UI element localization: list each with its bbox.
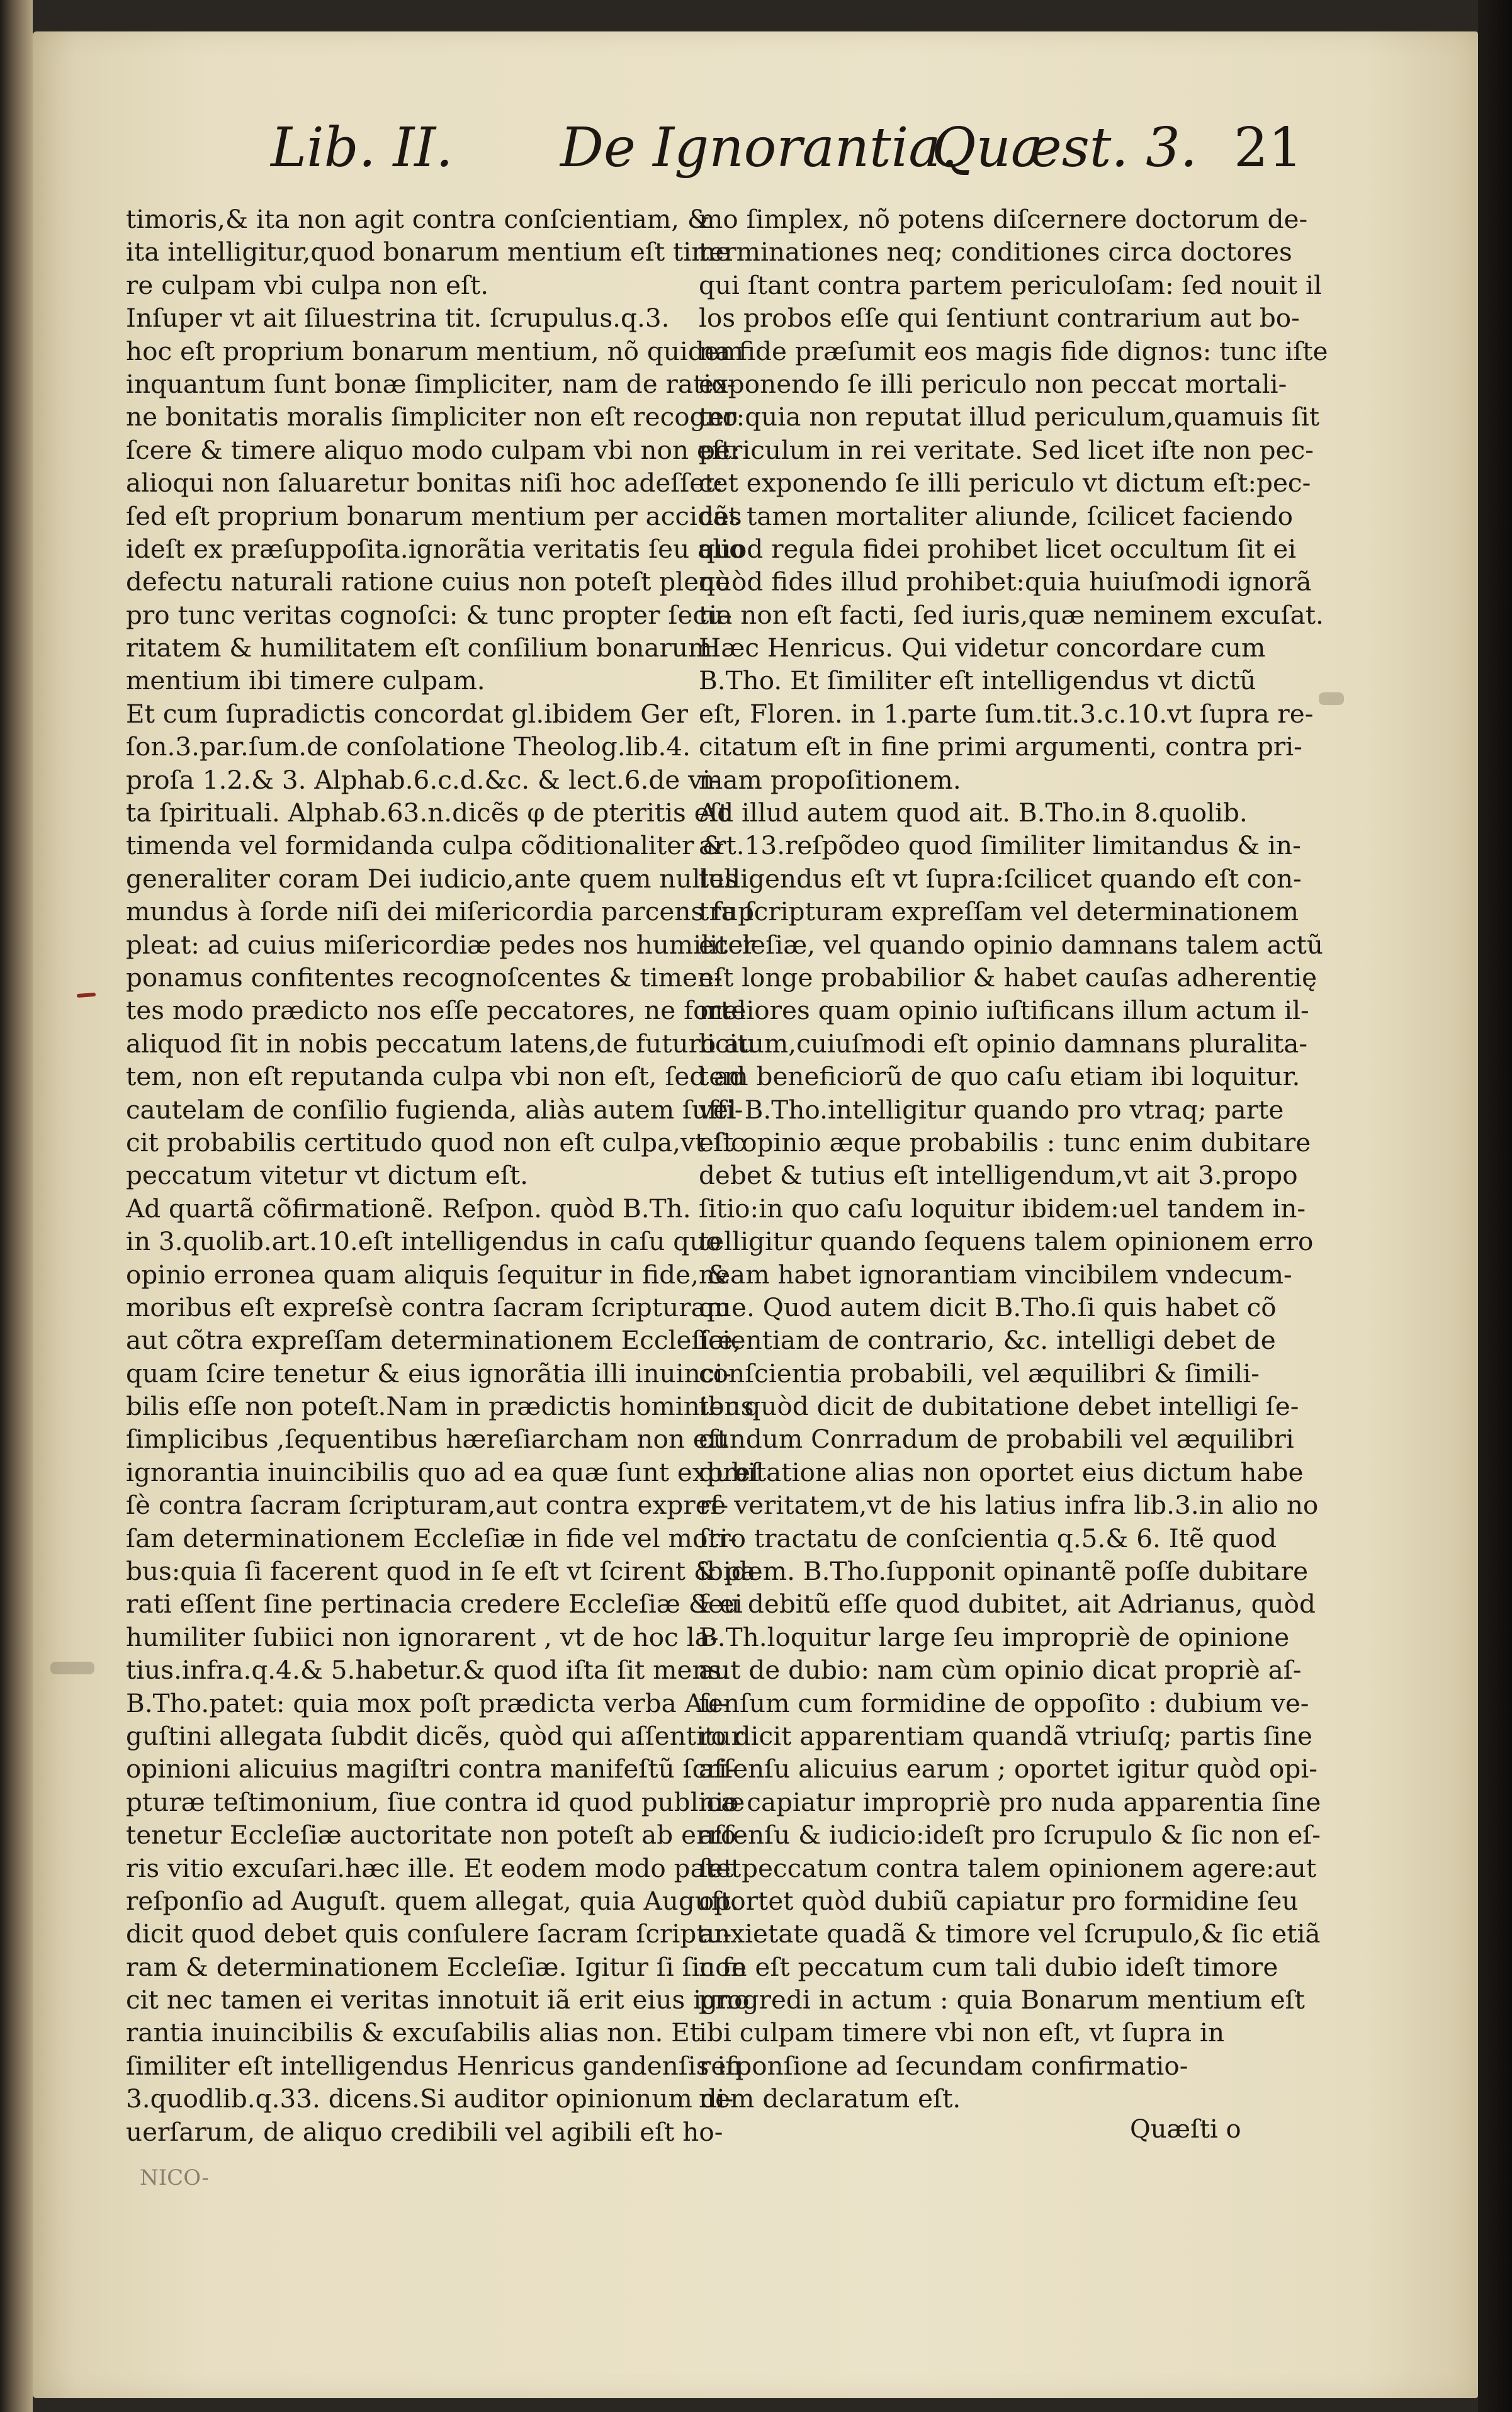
text-line: timoris,& ita non agit contra conſcientiam, & xyxy=(126,204,710,234)
running-head-title: De Ignorantia. xyxy=(560,116,958,179)
text-line: 3.quodlib.q.33. dicens.Si auditor opinionum di- xyxy=(126,2083,734,2114)
text-line: eſt longe probabilior & habet cauſas adherentię xyxy=(699,962,1317,993)
text-line: ſcientiam de contrario, &c. intelligi debet de xyxy=(699,1325,1276,1356)
text-line: Ad quartã cõfirmationẽ. Reſpon. quòd B.Th. xyxy=(126,1193,691,1224)
text-line: ſeu debitũ eſſe quod dubitet, ait Adrianus, quòd xyxy=(699,1589,1316,1620)
text-line: B.Th.loquitur large ſeu impropriè de opinione xyxy=(699,1621,1290,1652)
text-line: telligitur quando ſequens talem opinionem erro xyxy=(699,1226,1314,1257)
text-line: cat tamen mortaliter aliunde, ſcilicet faciendo xyxy=(699,500,1293,531)
text-line: na fide præſumit eos magis fide dignos: tunc iſte xyxy=(699,335,1328,366)
text-line: ſitio:in quo caſu loquitur ibidem:uel tandem in- xyxy=(699,1193,1306,1224)
text-line: aſſenſu & iudicio:ideſt pro ſcrupulo & ſic non eſ- xyxy=(699,1820,1321,1851)
text-line: eſt opinio æque probabilis : tunc enim dubitare xyxy=(699,1127,1311,1158)
text-line: ſtro tractatu de conſcientia q.5.& 6. Itẽ quod xyxy=(699,1523,1277,1553)
text-line: ro dicit apparentiam quandã vtriuſq; partis ſine xyxy=(699,1720,1312,1751)
text-line: anxietate quadã & timore vel ſcrupulo,& ſic etiã xyxy=(699,1919,1321,1949)
text-line: cet exponendo ſe illi periculo vt dictum eſt:pec- xyxy=(699,468,1311,499)
text-line: peccatum vitetur vt dictum eſt. xyxy=(126,1160,529,1191)
text-line: vel B.Tho.intelligitur quando pro vtraq; parte xyxy=(699,1094,1284,1125)
text-line: tem, non eſt reputanda culpa vbi non eſt, ſed ad xyxy=(126,1061,746,1092)
text-line: aſſenſu alicuius earum ; oportet igitur quòd opi- xyxy=(699,1754,1317,1784)
text-line: bilis eſſe non poteſt.Nam in prædictis hominibus xyxy=(126,1391,754,1422)
text-line: B.Tho.patet: quia mox poſt prædicta verba Au- xyxy=(126,1688,728,1718)
text-line: nio capiatur impropriè pro nuda apparentia ſine xyxy=(699,1786,1321,1817)
text-line: timenda vel formidanda culpa cõditionaliter & xyxy=(126,830,725,861)
text-line: mundus à ſorde niſi dei miſericordia parcens ſup xyxy=(126,896,755,927)
text-line: neam habet ignorantiam vincibilem vndecum- xyxy=(699,1259,1292,1290)
text-line: proſa 1.2.& 3. Alphab.6.c.d.&c. & lect.6.de vi- xyxy=(126,764,719,795)
text-line: cit nec tamen ei veritas innotuit iã erit eius igno xyxy=(126,1985,750,2015)
right-text-column xyxy=(699,203,1328,2116)
text-line: ter quòd dicit de dubitatione debet intelligi ſe- xyxy=(699,1391,1299,1422)
text-line: pturæ teſtimonium, ſiue contra id quod publicæ xyxy=(126,1786,745,1817)
text-line: progredi in actum : quia Bonarum mentium eſt xyxy=(699,1985,1305,2015)
text-line: uerſarum, de aliquo credibili vel agibili eſt ho- xyxy=(126,2116,723,2147)
text-line: guſtini allegata ſubdit dicẽs, quòd qui aſſentitur xyxy=(126,1720,743,1751)
text-line: qui ſtant contra partem periculoſam: ſed nouit il xyxy=(699,269,1322,300)
text-line: re culpam vbi culpa non eſt. xyxy=(126,269,489,300)
page-edge-shadow xyxy=(1478,0,1512,2412)
text-line: ſcere & timere aliquo modo culpam vbi non eſt: xyxy=(126,434,740,465)
text-line: ſon.3.par.ſum.de conſolatione Theolog.lib.4. xyxy=(126,731,691,762)
text-line: dicit quod debet quis conſulere ſacram ſcriptu- xyxy=(126,1919,732,1949)
text-line: ita intelligitur,quod bonarum mentium eſt time xyxy=(126,237,731,268)
text-line: aut cõtra expreſſam determinationem Eccleſiæ, xyxy=(126,1325,742,1356)
text-line: tra ſcripturam expreſſam vel determinationem xyxy=(699,896,1299,927)
margin-smudge xyxy=(50,1662,94,1674)
text-line: ritatem & humilitatem eſt conſilium bonarum xyxy=(126,633,713,663)
text-line: ſimplicibus ,ſequentibus hæreſiarcham non eſt xyxy=(126,1424,728,1455)
running-head xyxy=(126,101,1303,195)
text-line: dubitatione alias non oportet eius dictum habe xyxy=(699,1457,1304,1487)
text-line: ta ſpirituali. Alphab.63.n.dicẽs φ de pteritis eſt xyxy=(126,797,729,828)
text-line: debet & tutius eſt intelligendum,vt ait 3.propo xyxy=(699,1160,1298,1191)
text-line: aliquod ſit in nobis peccatum latens,de futuro au xyxy=(126,1028,756,1059)
text-line: ter:quia non reputat illud periculum,quamuis ſit xyxy=(699,402,1320,432)
folio-number: 21 xyxy=(1234,116,1303,179)
text-line: ram & determinationem Eccleſiæ. Igitur ſi ſic fe xyxy=(126,1951,747,1982)
left-text-column xyxy=(126,203,760,2148)
text-line: inquantum ſunt bonæ ſimpliciter, nam de ratio- xyxy=(126,368,736,399)
text-line: humiliter ſubiici non ignorarent , vt de hoc la- xyxy=(126,1621,719,1652)
text-line: pleat: ad cuius miſericordiæ pedes nos humiliter xyxy=(126,929,755,960)
text-line: tius.infra.q.4.& 5.habetur.& quod iſta ſit mens. xyxy=(126,1655,730,1686)
text-line: quod regula fidei prohibet licet occultum ſit ei xyxy=(699,533,1297,564)
text-line: rantia inuincibilis & excuſabilis alias non. Et xyxy=(126,2017,701,2048)
text-line: ibidem. B.Tho.ſupponit opinantẽ poſſe dubitare xyxy=(699,1556,1309,1587)
text-line: citatum eſt in fine primi argumenti, contra pri- xyxy=(699,731,1302,762)
signature-mark: NICO- xyxy=(140,2165,209,2190)
running-head-book: Lib. II. xyxy=(271,116,453,179)
text-line: reſponſione ad ſecundam confirmatio- xyxy=(699,2050,1188,2081)
text-line: mentium ibi timere culpam. xyxy=(126,665,485,696)
text-line: que. Quod autem dicit B.Tho.ſi quis habet cõ xyxy=(699,1292,1277,1322)
catchword: Quæſti o xyxy=(1130,2115,1241,2144)
text-line: rati eſſent ſine pertinacia credere Eccleſiæ & ei xyxy=(126,1589,743,1620)
text-line: re veritatem,vt de his latius infra lib.3.in alio no xyxy=(699,1490,1319,1521)
text-line: ſed eſt proprium bonarum mentium per accidẽs xyxy=(126,500,742,531)
text-line: Hæc Henricus. Qui videtur concordare cum xyxy=(699,633,1266,663)
text-line: art.13.reſpõdeo quod ſimiliter limitandus & in- xyxy=(699,830,1301,861)
text-line: aut de dubio: nam cùm opinio dicat propriè aſ- xyxy=(699,1655,1302,1686)
text-line: bus:quia ſi facerent quod in ſe eſt vt ſcirent & pa xyxy=(126,1556,756,1587)
text-line: hoc eſt proprium bonarum mentium, nõ quidem xyxy=(126,335,744,366)
text-line: ignorantia inuincibilis quo ad ea quæ ſunt expreſ xyxy=(126,1457,760,1487)
text-line: oportet quòd dubiũ capiatur pro formidine ſeu xyxy=(699,1885,1299,1916)
text-line: defectu naturali ratione cuius non poteſt plenè xyxy=(126,566,731,597)
text-line: tia non eſt facti, ſed iuris,quæ neminem excuſat. xyxy=(699,599,1324,630)
text-line: nem declaratum eſt. xyxy=(699,2083,961,2114)
text-line: Inſuper vt ait ſiluestrina tit. ſcrupulus.q.3. xyxy=(126,303,670,334)
text-line: los probos eſſe qui ſentiunt contrarium aut bo- xyxy=(699,303,1300,334)
text-line: eſt, Floren. in 1.parte ſum.tit.3.c.10.vt ſupra re- xyxy=(699,698,1314,729)
text-line: quam ſcire tenetur & eius ignorãtia illi inuinci- xyxy=(126,1358,731,1389)
text-line: Et cum ſupradictis concordat gl.ibidem Ger xyxy=(126,698,688,729)
text-line: cautelam de conſilio fugienda, aliàs autem ſuffi- xyxy=(126,1094,743,1125)
text-line: ibi culpam timere vbi non eſt, vt ſupra in xyxy=(699,2017,1225,2048)
text-line: ris vitio excuſari.hæc ille. Et eodem modo patet xyxy=(126,1852,742,1883)
text-line: mam propoſitionem. xyxy=(699,764,961,795)
text-line: ſimiliter eſt intelligendus Henricus gandenſis in xyxy=(126,2050,742,2081)
text-line: cit probabilis certitudo quod non eſt culpa,vt ſic xyxy=(126,1127,745,1158)
text-line: meliores quam opinio iuſtificans illum actum il- xyxy=(699,995,1309,1026)
text-line: exponendo ſe illi periculo non peccat mortali- xyxy=(699,368,1287,399)
text-line: B.Tho. Et ſimiliter eſt intelligendus vt dictũ xyxy=(699,665,1256,696)
text-line: alioqui non ſaluaretur bonitas niſi hoc adeſſet: xyxy=(126,468,724,499)
text-line: telligendus eſt vt ſupra:ſcilicet quando eſt con- xyxy=(699,863,1302,894)
text-line: conſcientia probabili, vel æquilibri & ſimili- xyxy=(699,1358,1260,1389)
text-line: non eſt peccatum cum tali dubio ideſt timore xyxy=(699,1951,1278,1982)
margin-smudge xyxy=(1319,692,1344,705)
text-line: licitum,cuiuſmodi eſt opinio damnans pluralita- xyxy=(699,1028,1308,1059)
text-line: in 3.quolib.art.10.eſt intelligendus in caſu quo xyxy=(126,1226,721,1257)
text-line: tem beneficiorũ de quo caſu etiam ibi loquitur. xyxy=(699,1061,1300,1092)
text-line: tes modo prædicto nos eſſe peccatores, ne forte xyxy=(126,995,747,1026)
text-line: opinioni alicuius magiſtri contra manifeſtũ ſcri- xyxy=(126,1754,736,1784)
text-line: generaliter coram Dei iudicio,ante quem nullus xyxy=(126,863,738,894)
text-line: reſponſio ad Auguſt. quem allegat, quia Auguſt. xyxy=(126,1885,740,1916)
text-line: ne bonitatis moralis ſimpliciter non eſt recogno xyxy=(126,402,738,432)
text-line: ſè contra ſacram ſcripturam,aut contra expreſ- xyxy=(126,1490,729,1521)
running-head-question: Quæst. 3. xyxy=(932,116,1198,179)
text-line: pro tunc veritas cognoſci: & tunc propter ſecu- xyxy=(126,599,732,630)
text-line: terminationes neq; conditiones circa doctores xyxy=(699,237,1292,268)
text-line: periculum in rei veritate. Sed licet iſte non pec- xyxy=(699,434,1314,465)
text-line: opinio erronea quam aliquis ſequitur in fide, & xyxy=(126,1259,730,1290)
text-line: ſam determinationem Eccleſiæ in fide vel mori- xyxy=(126,1523,737,1553)
text-line: ponamus confitentes recognoſcentes & timen- xyxy=(126,962,723,993)
binding-edge xyxy=(0,0,33,2412)
text-line: cundum Conrradum de probabili vel æquilibri xyxy=(699,1424,1294,1455)
text-line: moribus eſt expreſsè contra ſacram ſcripturam xyxy=(126,1292,731,1322)
text-line: mo ſimplex, nõ potens diſcernere doctorum de- xyxy=(699,204,1308,234)
text-line: ſenſum cum formidine de oppoſito : dubium ve- xyxy=(699,1688,1309,1718)
text-line: Ad illud autem quod ait. B.Tho.in 8.quolib. xyxy=(699,797,1248,828)
text-line: tenetur Eccleſiæ auctoritate non poteſt ab erro- xyxy=(126,1820,745,1851)
text-line: quòd fides illud prohibet:quia huiuſmodi ignorã xyxy=(699,566,1312,597)
text-line: ideſt ex præſuppoſita.ignorãtia veritatis ſeu alio xyxy=(126,533,745,564)
text-line: eccleſiæ, vel quando opinio damnans talem actũ xyxy=(699,929,1323,960)
text-line: ſet peccatum contra talem opinionem agere:aut xyxy=(699,1852,1317,1883)
